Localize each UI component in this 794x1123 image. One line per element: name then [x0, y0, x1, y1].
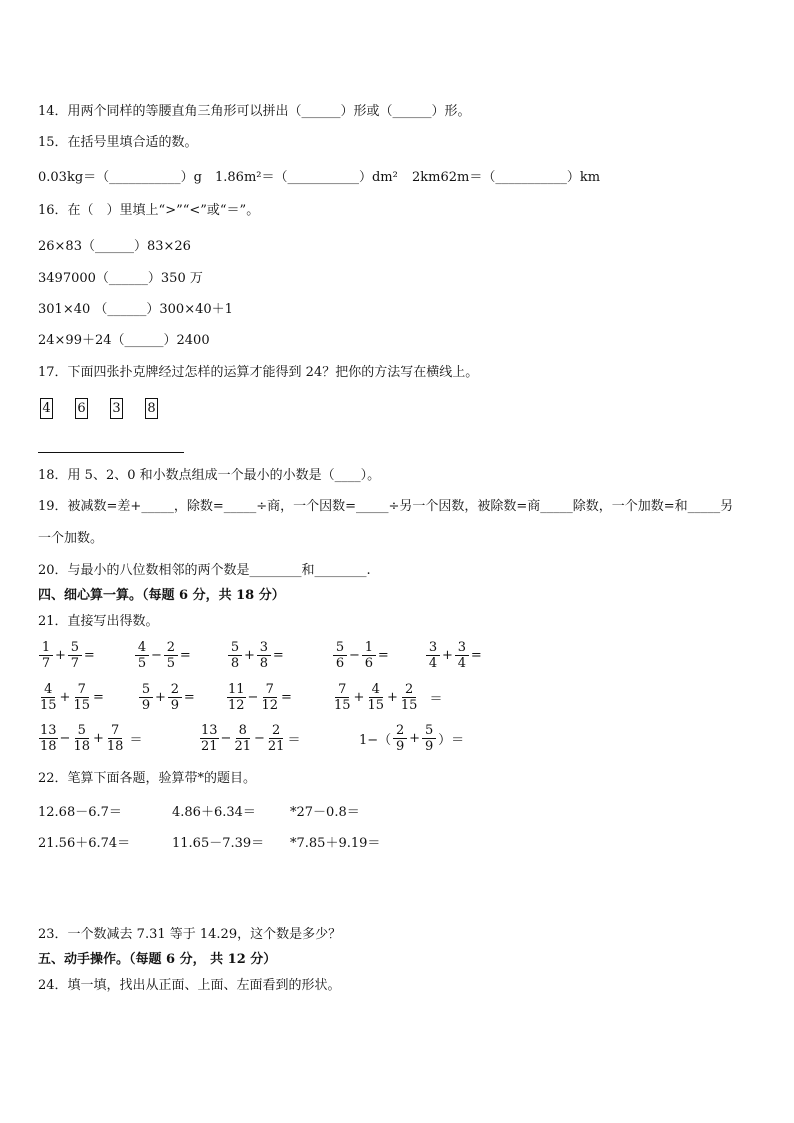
question-16-item: 24×99＋24（______）2400: [38, 333, 210, 348]
fraction: $\frac{4}{15}$: [40, 682, 57, 713]
fraction-expression: $\frac{4}{5}$ − $\frac{2}{5}$ =: [134, 640, 192, 671]
question-24: 24．填一填，找出从正面、上面、左面看到的形状。: [38, 978, 341, 993]
section-5-heading: 五、动手操作。（每题 6 分， 共 12 分）: [38, 952, 277, 967]
calc-problem: *7.85＋9.19＝: [290, 836, 381, 851]
fraction: $\frac{3}{4}$: [455, 640, 469, 671]
fraction: $\frac{5}{9}$: [139, 682, 153, 713]
fraction: $\frac{4}{15}$: [367, 682, 384, 713]
fraction: $\frac{3}{4}$: [426, 640, 440, 671]
fraction-expression: $\frac{7}{15}$ + $\frac{4}{15}$ + $\frac{2}{15}$ ＝: [334, 682, 443, 713]
calc-problem: 21.56＋6.74＝: [38, 836, 131, 851]
poker-card: 8: [145, 398, 158, 419]
fraction-expression: $\frac{1}{7}$ + $\frac{5}{7}$ =: [38, 640, 96, 671]
calc-problem: 12.68－6.7＝: [38, 805, 122, 820]
question-16-item: 301×40 （______）300×40＋1: [38, 302, 233, 317]
poker-card: 6: [75, 398, 88, 419]
fraction: $\frac{1}{7}$: [39, 640, 53, 671]
fraction: $\frac{7}{15}$: [73, 682, 90, 713]
fraction: $\frac{2}{5}$: [164, 640, 178, 671]
fraction: $\frac{5}{7}$: [68, 640, 82, 671]
calc-problem: 4.86＋6.34＝: [172, 805, 256, 820]
poker-card: 4: [40, 398, 53, 419]
fraction-expression: $\frac{13}{21}$ − $\frac{8}{21}$ − $\frac{2}{21}$ ＝: [201, 723, 301, 754]
fraction: $\frac{1}{6}$: [362, 640, 376, 671]
calc-problem: *27－0.8＝: [290, 805, 360, 820]
fraction: $\frac{7}{18}$: [106, 723, 124, 754]
fraction-expression: $\frac{13}{18}$ − $\frac{5}{18}$ + $\frac{7}{18}$ ＝: [40, 723, 143, 754]
question-21-title: 21．直接写出得数。: [38, 614, 159, 629]
fraction-expression: $\frac{11}{12}$ − $\frac{7}{12}$ =: [228, 682, 292, 713]
fraction: $\frac{5}{18}$: [73, 723, 90, 754]
fraction: $\frac{11}{12}$: [228, 682, 245, 713]
fraction: $\frac{7}{12}$: [261, 682, 278, 713]
fraction: $\frac{3}{8}$: [257, 640, 271, 671]
fraction: $\frac{7}{15}$: [334, 682, 351, 713]
poker-card: 3: [110, 398, 123, 419]
poker-cards: [40, 398, 180, 419]
fraction-expression: $\frac{5}{6}$ − $\frac{1}{6}$ =: [332, 640, 390, 671]
fraction-expression: $\frac{3}{4}$ + $\frac{3}{4}$ =: [425, 640, 483, 671]
fraction: $\frac{8}{21}$: [234, 723, 251, 754]
fraction-expression: $\frac{4}{15}$ + $\frac{7}{15}$ =: [40, 682, 104, 713]
calc-problem: 11.65－7.39＝: [172, 836, 265, 851]
question-19-line1: 19．被减数=差+_____，除数=_____÷商，一个因数=_____÷另一个因数，被除数=商_____除数，一个加数=和_____另: [38, 499, 734, 514]
fraction: $\frac{5}{9}$: [422, 723, 436, 754]
question-14: 14．用两个同样的等腰直角三角形可以拼出（______）形或（______）形。: [38, 104, 471, 119]
question-18: 18．用 5、2、0 和小数点组成一个最小的小数是（____）。: [38, 468, 381, 483]
question-16-item: 26×83（______）83×26: [38, 239, 191, 254]
question-15-title: 15．在括号里填合适的数。: [38, 135, 198, 150]
question-16-title: 16．在（ ）里填上“>”“<”或“＝”。: [38, 203, 260, 218]
fraction-expression: $\frac{5}{9}$ + $\frac{2}{9}$ =: [138, 682, 196, 713]
question-15-item: 2km62m＝（___________）km: [412, 170, 601, 185]
fraction: $\frac{2}{21}$: [267, 723, 285, 754]
question-15-item: 0.03kg＝（___________）g: [38, 170, 202, 185]
fraction: $\frac{4}{5}$: [135, 640, 149, 671]
fraction: $\frac{13}{18}$: [40, 723, 57, 754]
answer-line: [38, 452, 184, 453]
question-15-item: 1.86m²＝（___________）dm²: [215, 170, 398, 185]
question-22-title: 22．笔算下面各题，验算带*的题目。: [38, 771, 257, 786]
fraction: $\frac{13}{21}$: [201, 723, 218, 754]
fraction: $\frac{2}{15}$: [400, 682, 418, 713]
fraction: $\frac{2}{9}$: [393, 723, 407, 754]
question-20: 20．与最小的八位数相邻的两个数是________和________.: [38, 563, 371, 578]
question-16-item: 3497000（______）350 万: [38, 271, 203, 286]
fraction: $\frac{5}{8}$: [228, 640, 242, 671]
question-19-line2: 一个加数。: [38, 531, 104, 546]
fraction-expression: $\frac{5}{8}$ + $\frac{3}{8}$ =: [227, 640, 285, 671]
fraction-expression: 1−（ $\frac{2}{9}$ + $\frac{5}{9}$ ）＝: [359, 723, 465, 754]
question-17-title: 17．下面四张扑克牌经过怎样的运算才能得到 24？把你的方法写在横线上。: [38, 365, 479, 380]
question-23: 23．一个数减去 7.31 等于 14.29，这个数是多少？: [38, 927, 342, 942]
section-4-heading: 四、细心算一算。（每题 6 分，共 18 分）: [38, 588, 285, 603]
fraction: $\frac{2}{9}$: [168, 682, 182, 713]
fraction: $\frac{5}{6}$: [333, 640, 347, 671]
